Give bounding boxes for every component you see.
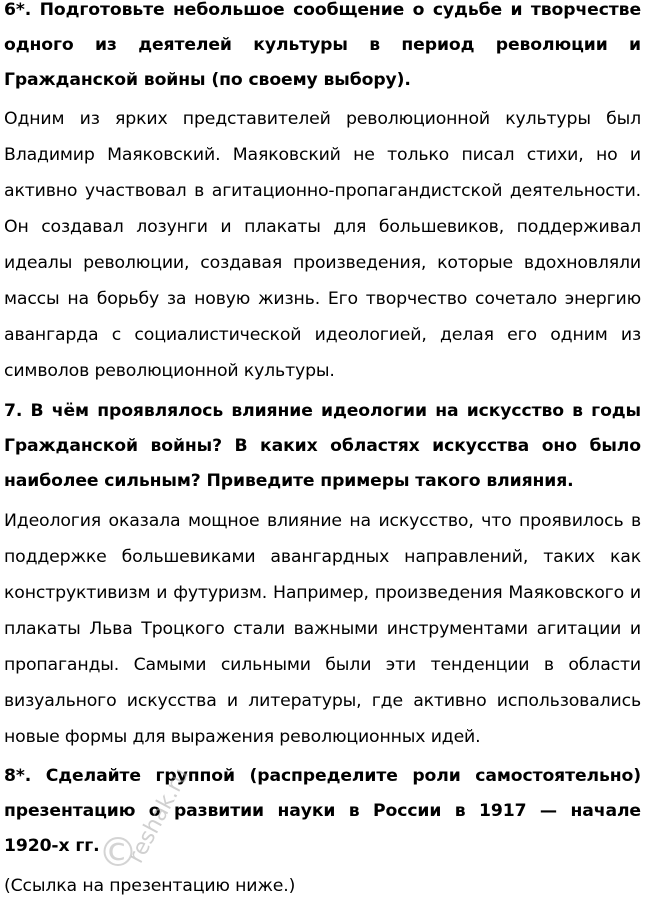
- question-6-line-1: 6*. Подготовьте небольшое сообщение о судьбе и творчестве: [4, 0, 641, 20]
- question-8-line-1: 8*. Сделайте группой (распределите роли самостоятельно): [4, 766, 641, 786]
- question-8-line-3: 1920-х гг.: [4, 836, 100, 856]
- answer-6-line-3: активно участвовал в агитационно-пропагандистской деятельности.: [4, 181, 641, 201]
- question-6-line-3: Гражданской войны (по своему выбору).: [4, 70, 411, 90]
- answer-7-line-3: конструктивизм и футуризм. Например, произведения Маяковского и: [4, 583, 641, 603]
- question-7-line-1: 7. В чём проявлялось влияние идеологии на искусство в годы: [4, 401, 641, 421]
- question-8-line-2: презентацию о развитии науки в России в 1917 — начале: [4, 801, 641, 821]
- answer-6-line-4: Он создавал лозунги и плакаты для большевиков, поддерживал: [4, 217, 641, 237]
- watermark-text: reshak.ru: [123, 764, 195, 868]
- answer-7-line-6: визуального искусства и литературы, где активно использовались: [4, 691, 641, 711]
- answer-6-line-1: Одним из ярких представителей революционной культуры был: [4, 109, 641, 129]
- answer-6-line-8: символов революционной культуры.: [4, 361, 335, 381]
- answer-7-line-7: новые формы для выражения революционных идей.: [4, 727, 481, 747]
- answer-7-line-5: пропаганды. Самыми сильными были эти тенденции в области: [4, 655, 641, 675]
- answer-7-line-1: Идеология оказала мощное влияние на искусство, что проявилось в: [4, 511, 641, 531]
- answer-7-line-4: плакаты Льва Троцкого стали важными инструментами агитации и: [4, 619, 641, 639]
- answer-6-line-7: авангарда с социалистической идеологией, делая его одним из: [4, 325, 641, 345]
- answer-6-line-6: массы на борьбу за новую жизнь. Его творчество сочетало энергию: [4, 289, 641, 309]
- question-6-line-2: одного из деятелей культуры в период революции и: [4, 35, 641, 55]
- answer-7-line-2: поддержке большевиками авангардных направлений, таких как: [4, 547, 641, 567]
- question-7-line-2: Гражданской войны? В каких областях искусства оно было: [4, 436, 641, 456]
- answer-6-line-2: Владимир Маяковский. Маяковский не только писал стихи, но и: [4, 145, 641, 165]
- copyright-icon: ©: [98, 830, 138, 876]
- question-7-line-3: наиболее сильным? Приведите примеры такого влияния.: [4, 471, 574, 491]
- answer-6-line-5: идеалы революции, создавая произведения, которые вдохновляли: [4, 253, 641, 273]
- answer-8-note: (Ссылка на презентацию ниже.): [4, 876, 296, 896]
